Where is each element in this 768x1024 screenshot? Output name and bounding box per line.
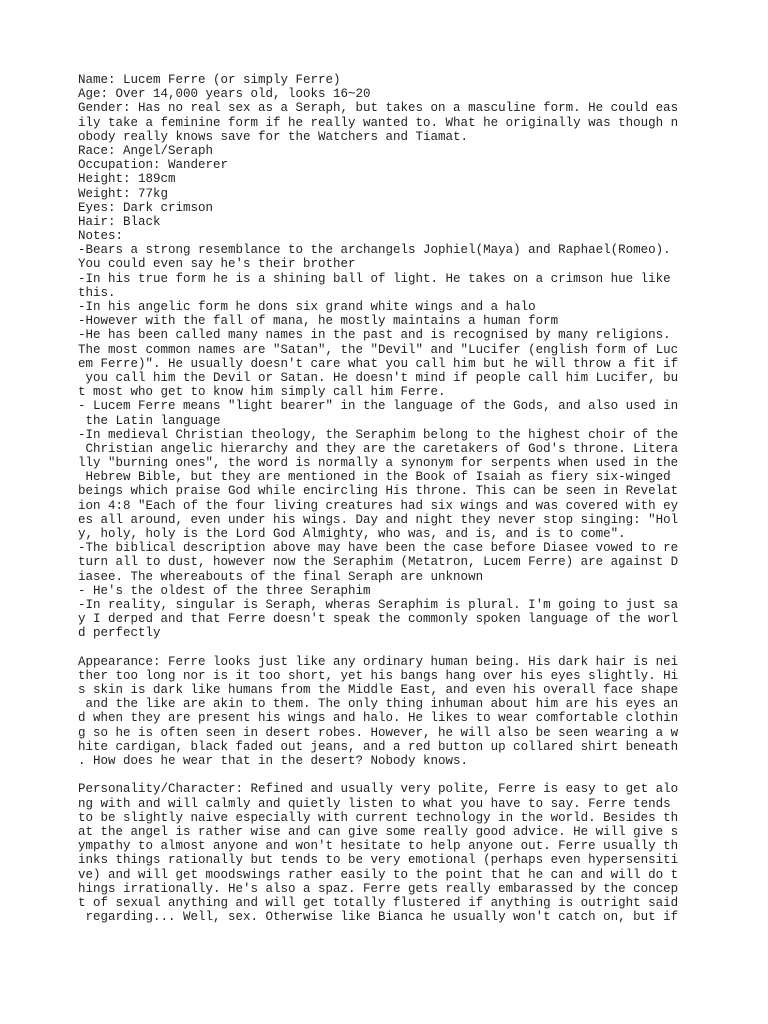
document-line: at the angel is rather wise and can give some really good advice. He will give s	[78, 824, 679, 839]
document-line: Name: Lucem Ferre (or simply Ferre)	[78, 73, 341, 87]
document-line: -In his angelic form he dons six grand white wings and a halo	[78, 300, 536, 314]
document-line: and the like are akin to them. The only thing inhuman about him are his eyes an	[78, 697, 679, 712]
document-line: beings which praise God while encircling His throne. This can be seen in Revelat	[78, 484, 679, 499]
document-line: lly "burning ones", the word is normally a synonym for serpents when used in the	[78, 456, 679, 471]
document-line	[78, 641, 698, 655]
document-line: ily take a feminine form if he really wanted to. What he originally was though n	[78, 115, 679, 130]
document-line: you call him the Devil or Satan. He doesn't mind if people call him Lucifer, bu	[78, 370, 679, 385]
document-line: Hair: Black	[78, 214, 161, 229]
character-profile-text	[78, 73, 698, 924]
document-line: the Latin language	[78, 413, 221, 428]
document-line: -In medieval Christian theology, the Seraphim belong to the highest choir of the	[78, 427, 679, 442]
document-line: The most common names are "Satan", the "Devil" and "Lucifer (english form of Luc	[78, 342, 679, 357]
document-line: d perfectly	[78, 626, 161, 641]
document-line: ion 4:8 "Each of the four living creatures had six wings and was covered with ey	[78, 498, 679, 513]
document-line: Eyes: Dark crimson	[78, 200, 214, 215]
document-line: Christian angelic hierarchy and they are the caretakers of God's throne. Litera	[78, 441, 679, 456]
document-line: Gender: Has no real sex as a Seraph, but takes on a masculine form. He could eas	[78, 101, 679, 116]
document-line: iasee. The whereabouts of the final Seraph are unknown	[78, 569, 484, 584]
document-line: y I derped and that Ferre doesn't speak the commonly spoken language of the worl	[78, 612, 679, 627]
document-line: regarding... Well, sex. Otherwise like Bianca he usually won't catch on, but if	[78, 910, 679, 925]
document-line: Personality/Character: Refined and usually very polite, Ferre is easy to get alo	[78, 782, 679, 797]
document-line: -He has been called many names in the past and is recognised by many religions.	[78, 328, 671, 343]
document-line: em Ferre)". He usually doesn't care what you call him but he will throw a fit if	[78, 356, 679, 371]
document-line: Age: Over 14,000 years old, looks 16~20	[78, 87, 371, 102]
document-line: - He's the oldest of the three Seraphim	[78, 583, 371, 598]
document-line: Appearance: Ferre looks just like any ordinary human being. His dark hair is nei	[78, 654, 679, 669]
document-line: inks things rationally but tends to be very emotional (perhaps even hypersensiti	[78, 853, 679, 868]
document-line: -The biblical description above may have been the case before Diasee vowed to re	[78, 541, 679, 556]
document-line: ther too long nor is it too short, yet his bangs hang over his eyes slightly. Hi	[78, 668, 679, 683]
document-line: s skin is dark like humans from the Middle East, and even his overall face shape	[78, 683, 679, 698]
document-line: es all around, even under his wings. Day and night they never stop singing: "Hol	[78, 512, 679, 527]
document-line: - Lucem Ferre means "light bearer" in the language of the Gods, and also used in	[78, 399, 679, 414]
document-line: y, holy, holy is the Lord God Almighty, who was, and is, and is to come".	[78, 527, 626, 541]
document-line: this.	[78, 285, 116, 300]
document-line: Hebrew Bible, but they are mentioned in the Book of Isaiah as fiery six-winged	[78, 470, 671, 485]
document-line: t most who get to know him simply call him Ferre.	[78, 385, 446, 400]
document-line	[78, 768, 698, 782]
document-line: -In reality, singular is Seraph, wheras Seraphim is plural. I'm going to just sa	[78, 597, 679, 612]
document-line: . How does he wear that in the desert? Nobody knows.	[78, 754, 469, 768]
document-line: ympathy to almost anyone and won't hesitate to help anyone out. Ferre usually th	[78, 839, 679, 854]
document-line: t of sexual anything and will get totally flustered if anything is outright said	[78, 895, 679, 910]
document-line: obody really knows save for the Watchers and Tiamat.	[78, 129, 469, 144]
document-line: d when they are present his wings and halo. He likes to wear comfortable clothin	[78, 711, 679, 726]
document-line: ng with and will calmly and quietly listen to what you have to say. Ferre tends	[78, 796, 671, 811]
document-line: Notes:	[78, 229, 124, 244]
document-line: ve) and will get moodswings rather easily to the point that he can and will do t	[78, 867, 679, 882]
document-line: You could even say he's their brother	[78, 257, 356, 272]
document-line: hings irrationally. He's also a spaz. Ferre gets really embarassed by the concep	[78, 881, 679, 896]
document-line: g so he is often seen in desert robes. However, he will also be seen wearing a w	[78, 725, 679, 740]
document-line: turn all to dust, however now the Seraphim (Metatron, Lucem Ferre) are against D	[78, 555, 679, 570]
document-line: Weight: 77kg	[78, 186, 169, 201]
document-line: Height: 189cm	[78, 172, 176, 187]
document-line: -However with the fall of mana, he mostly maintains a human form	[78, 314, 559, 329]
document-line: -Bears a strong resemblance to the archangels Jophiel(Maya) and Raphael(Romeo).	[78, 243, 671, 258]
document-line: hite cardigan, black faded out jeans, and a red button up collared shirt beneath	[78, 739, 679, 754]
document-line: Occupation: Wanderer	[78, 158, 229, 173]
document-line: Race: Angel/Seraph	[78, 143, 214, 158]
document-line: -In his true form he is a shining ball of light. He takes on a crimson hue like	[78, 271, 671, 286]
document-line: to be slightly naive especially with current technology in the world. Besides th	[78, 810, 679, 825]
